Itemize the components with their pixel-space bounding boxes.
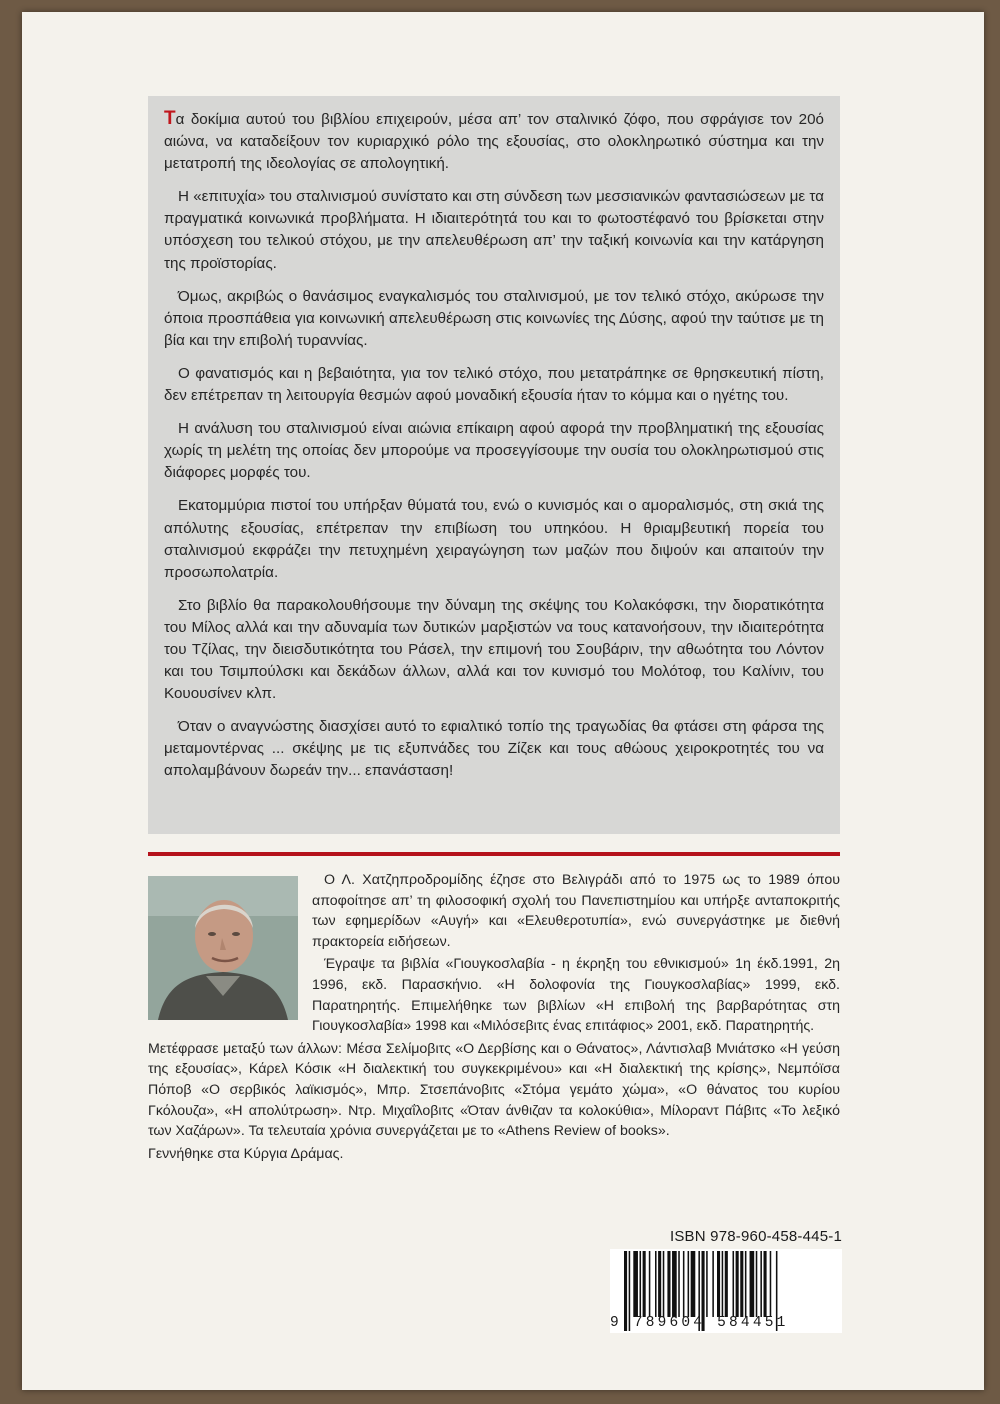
synopsis-panel (148, 96, 840, 834)
author-bio-1: Ο Λ. Χατζηπροδρομίδης έζησε στο Βελιγράδι από το 1975 ως το 1989 όπου αποφοίτησε απ’ τη φιλοσοφική σχολή του Πανεπιστημίου και υπήρξε ανταποκριτής των εφημερίδων «Αυγή» και «Ελευθεροτυπία», ενώ συνεργάστηκε με διεθνή πρακτορεία ειδήσεων. (312, 872, 840, 950)
author-bio-2: Έγραψε τα βιβλία «Γιουγκοσλαβία - η έκρηξη του εθνικισμού» 1η έκδ.1991, 2η 1996, εκδ. Παρασκήνιο. «Η δολοφονία της Γιουγκοσλαβίας» 1999, εκδ. Παρατηρητής. Επιμελήθηκε των βιβλίων «Η επιβολή της βαρβαρότητας στη Γιουγκοσλαβία» 1998 και «Μιλόσεβιτς ένας επιτάφιος» 2001, εκδ. Παρατηρητής. (312, 956, 840, 1035)
author-bio-section (148, 870, 840, 1166)
synopsis-paragraph-7: Στο βιβλίο θα παρακολουθήσουμε την δύναμη της σκέψης του Κολακόφσκι, την διορατικότητα του Μίλος αλλά και την αδυναμία των δυτικών μαρξιστών να τους κατανοήσουν, την ιδιαιτερότητα του Τζίλας, την διεισδυτικότητα του Ράσελ, την επιμονή του Σουβάριν, την αθωότητα του Λόντον και του Τσιμπούλσκι και δεκάδων άλλων, αλλά και τον κυνισμό του Μολότοφ, του Καλίνιν, του Κουουσίνεν κλπ. (164, 596, 824, 703)
author-portrait-icon (148, 876, 298, 1020)
drop-cap: Τ (164, 108, 176, 129)
author-bio-4: Γεννήθηκε στα Κύργια Δράμας. (148, 1145, 344, 1162)
isbn-block (610, 1228, 842, 1335)
divider-rule (148, 852, 840, 856)
isbn-label: ISBN 978-960-458-445-1 (669, 1228, 842, 1245)
synopsis-paragraph-6: Εκατομμύρια πιστοί του υπήρξαν θύματά του, ενώ ο κυνισμός και ο αμοραλισμός, στη σκιά της απόλυτης εξουσίας, επέτρεπαν την επιβίωση του υπηκόου. Η θριαμβευτική πορεία του σταλινισμού εκφράζει την πετυχημένη χειραγώγηση των μαζών που διψούν και απαιτούν την προσωπολατρία. (164, 497, 824, 581)
synopsis-paragraph-3: Όμως, ακριβώς ο θανάσιμος εναγκαλισμός του σταλινισμού, με τον τελικό στόχο, ακύρωσε την όποια προσπάθεια για κοινωνική απελευθέρωση στις κοινωνίες της Δύσης, αφού την ταύτισε με τη βία και την επιβολή τυραννίας. (164, 287, 824, 349)
synopsis-paragraph-4: Ο φανατισμός και η βεβαιότητα, για τον τελικό στόχο, που μετατράπηκε σε θρησκευτική πίστη, δεν επέτρεπαν τη λειτουργία θεσμών αφού μοναδική εξουσία ήταν το κόμμα και ο ηγέτης του. (164, 364, 824, 405)
barcode-digits: 9 789604 584451 (610, 1315, 789, 1331)
synopsis-paragraph-5: Η ανάλυση του σταλινισμού είναι αιώνια επίκαιρη αφού αφορά την προβληματική της εξουσίας χωρίς τη μελέτη της οποίας δεν μπορούμε να προσεγγίσουμε την ουσία του ολοκληρωτισμού στις διάφορες μορφές του. (164, 420, 824, 482)
synopsis-paragraph-2: Η «επιτυχία» του σταλινισμού συνίστατο και στη σύνδεση των μεσσιανικών φαντασιώσεων με τα πραγματικά κοινωνικά προβλήματα. Η ιδιαιτερότητά του και το φωτοστέφανό του βρίσκεται στην υπόσχεση του τελικού στόχου, με την απελευθέρωση απ’ την ταξική κοινωνία και την κατάργηση της προϊστορίας. (164, 188, 824, 272)
synopsis-paragraph-1 (164, 108, 824, 175)
synopsis-paragraph-8: Όταν ο αναγνώστης διασχίσει αυτό το εφιαλτικό τοπίο της τραγωδίας θα φτάσει στη φάρσα της μεταμοντέρνας ... σκέψης με τις εξυπνάδες του Ζίζεκ και τους αθώους χειροκροτητές του να απολαμβάνουν δωρεάν την... επανάσταση! (164, 718, 824, 780)
synopsis-text-1: α δοκίμια αυτού του βιβλίου επιχειρούν, μέσα απ’ τον σταλινικό ζόφο, που σφράγισε τον 20ό αιώνα, να καταδείξουν τον κυριαρχικό ρόλο της εξουσίας, στο ολοκληρωτικό σύστημα και την μετατροπή της ιδεολογίας σε απολογητική. (164, 111, 824, 173)
author-bio-3: Μετέφρασε μεταξύ των άλλων: Μέσα Σελίμοβιτς «Ο Δερβίσης και ο Θάνατος», Λάντισλαβ Μνιάτσκο «Η γεύση της εξουσίας», Κάρελ Κόσικ «Η διαλεκτική του συγκεκριμένου» και «Η διαλεκτική της κρίσης», Νεμπόϊσα Πόποβ «Ο σερβικός λαϊκισμός», Μπρ. Στσεπάνοβιτς «Στόμα γεμάτο χώμα», «Ο θάνατος του κυρίου Γκόλουζα», «Η απολύτρωση». Ντρ. Μιχαΐλοβιτς «Όταν άνθιζαν τα κολοκύθια», Μίλοραντ Πάβιτς «Το λεξικό των Χαζάρων». Τα τελευταία χρόνια συνεργάζεται με το «Athens Review of books». (148, 1040, 840, 1140)
author-photo (148, 876, 298, 1020)
